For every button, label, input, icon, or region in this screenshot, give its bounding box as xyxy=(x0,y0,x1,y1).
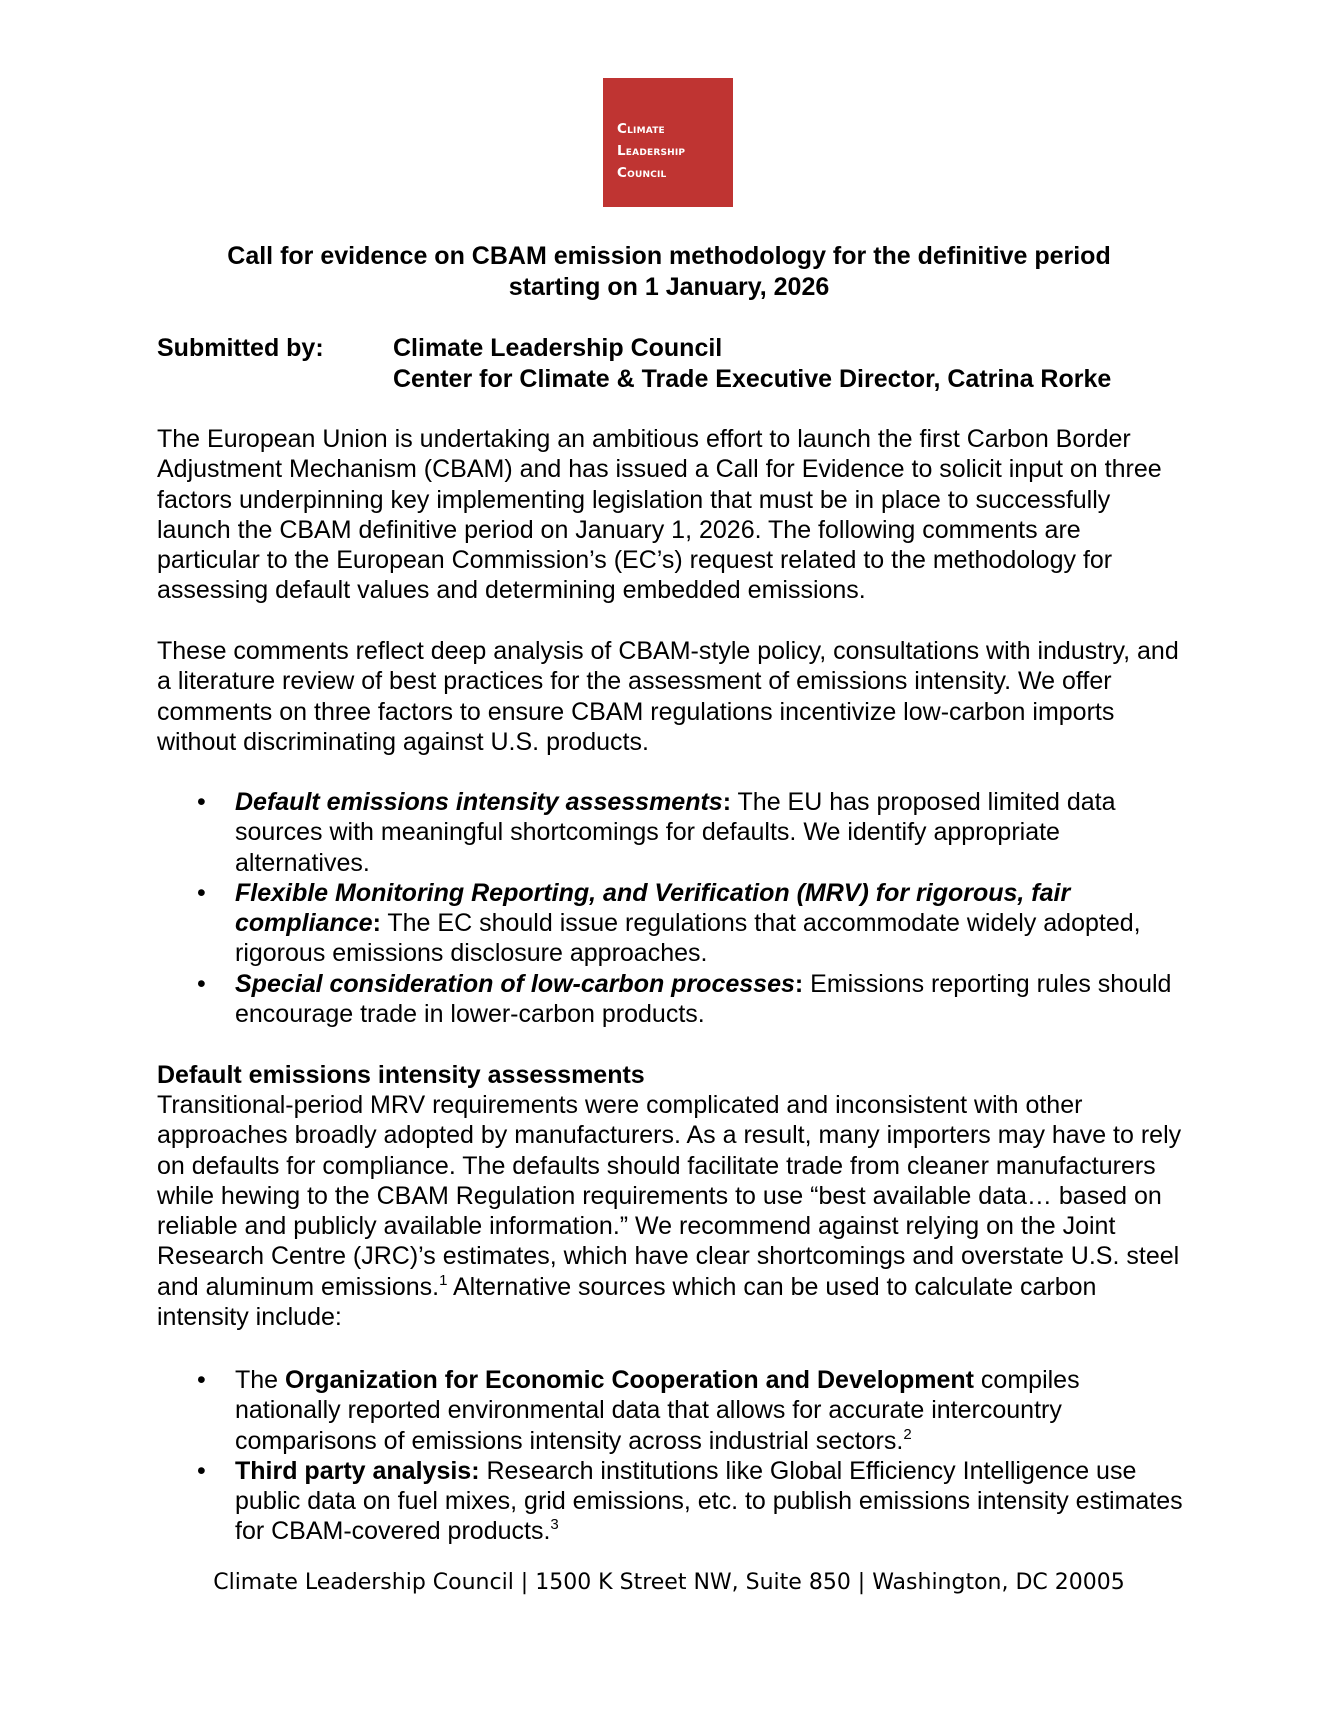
source-name: Third party analysis: xyxy=(235,1456,480,1485)
factor-text: Emissions reporting rules should encourage trade in lower-carbon products. xyxy=(235,969,1172,1029)
factor-item: • Default emissions intensity assessments: The EU has proposed limited data sources with meaningful shortcomings for defaults. We identify appropriate alternatives. xyxy=(197,788,1116,877)
factor-title: Flexible Monitoring Reporting, and Verification (MRV) for rigorous, fair compliance xyxy=(235,878,1071,938)
factor-text: The EU has proposed limited data sources with meaningful shortcomings for defaults. We identify appropriate alternatives. xyxy=(235,788,1116,877)
submitted-by-label: Submitted by: xyxy=(157,334,324,362)
sources-list xyxy=(157,1365,1187,1547)
section-body: Transitional-period MRV requirements were complicated and inconsistent with other approaches broadly adopted by manufacturers. As a result, many importers may have to rely on defaults for compliance. The defaults should facilitate trade from cleaner manufacturers while hewing to the CBAM Regulation requirements to use “best available data… based on reliable and publicly available information.” We recommend against relying on the Joint Research Centre (JRC)’s estimates, which have clear shortcomings and overstate U.S. steel and aluminum emissions.$^1$ Alternative sources which can be used to calculate carbon intensity include: xyxy=(157,1091,1182,1332)
source-item: • Third party analysis: Research institutions like Global Efficiency Intelligence use public data on fuel mixes, grid emissions, etc. to publish emissions intensity estimates for CBAM-covered products.$^3$ xyxy=(197,1456,1183,1546)
factor-item: • Flexible Monitoring Reporting, and Verification (MRV) for rigorous, fair compliance: The EC should issue regulations that accommodate widely adopted, rigorous emissions disclosure approaches. xyxy=(197,878,1141,968)
source-item: • The Organization for Economic Cooperation and Development compiles nationally reported environmental data that allows for accurate intercountry comparisons of emissions intensity across industrial sectors.$^2$ xyxy=(197,1366,1080,1455)
factor-title: Default emissions intensity assessments xyxy=(235,788,723,816)
logo-line-council: Council xyxy=(617,165,667,181)
bullet-icon: • xyxy=(197,788,206,816)
bullet-icon: • xyxy=(197,878,206,907)
factor-title: Special consideration of low-carbon processes xyxy=(235,969,795,998)
factor-item: • Special consideration of low-carbon processes: Emissions reporting rules should encourage trade in lower-carbon products. xyxy=(197,969,1172,1029)
footnote-ref-2[interactable]: 2 xyxy=(903,1425,912,1443)
bullet-icon: • xyxy=(197,969,206,998)
intro-paragraph: The European Union is undertaking an ambitious effort to launch the first Carbon Border Adjustment Mechanism (CBAM) and has issued a Call for Evidence to solicit input on three factors underpinning key implementing legislation that must be in place to successfully launch the CBAM definitive period on January 1, 2026. The following comments are particular to the European Commission’s (EC’s) request related to the methodology for assessing default values and determining embedded emissions. xyxy=(157,425,1162,605)
bullet-icon: • xyxy=(197,1456,206,1485)
section-heading: Default emissions intensity assessments xyxy=(157,1061,645,1089)
document-title xyxy=(0,241,1338,303)
source-name: Organization for Economic Cooperation and Development xyxy=(285,1366,974,1394)
logo-line-climate: Climate xyxy=(617,121,665,137)
page-footer-address: Climate Leadership Council | 1500 K Street NW, Suite 850 | Washington, DC 20005 xyxy=(213,1570,1125,1595)
submitter-organization: Climate Leadership Council xyxy=(393,334,723,362)
title-line-2: starting on 1 January, 2026 xyxy=(508,273,830,301)
factors-list xyxy=(157,787,1187,1029)
bullet-icon: • xyxy=(197,1366,206,1394)
logo-line-leadership: Leadership xyxy=(617,143,686,159)
footnote-ref-3[interactable]: 3 xyxy=(550,1516,559,1534)
submitted-by-values xyxy=(393,333,1111,395)
submitter-person: Center for Climate & Trade Executive Director, Catrina Rorke xyxy=(393,365,1112,393)
factor-text: The EC should issue regulations that accommodate widely adopted, rigorous emissions disclosure approaches. xyxy=(235,909,1141,968)
second-paragraph: These comments reflect deep analysis of CBAM-style policy, consultations with industry, and a literature review of best practices for the assessment of emissions intensity. We offer comments on three factors to ensure CBAM regulations incentivize low-carbon imports without discriminating against U.S. products. xyxy=(157,637,1179,756)
title-line-1: Call for evidence on CBAM emission methodology for the definitive period xyxy=(227,242,1111,270)
footnote-ref-1[interactable]: 1 xyxy=(439,1271,448,1289)
climate-leadership-council-logo xyxy=(603,78,733,207)
